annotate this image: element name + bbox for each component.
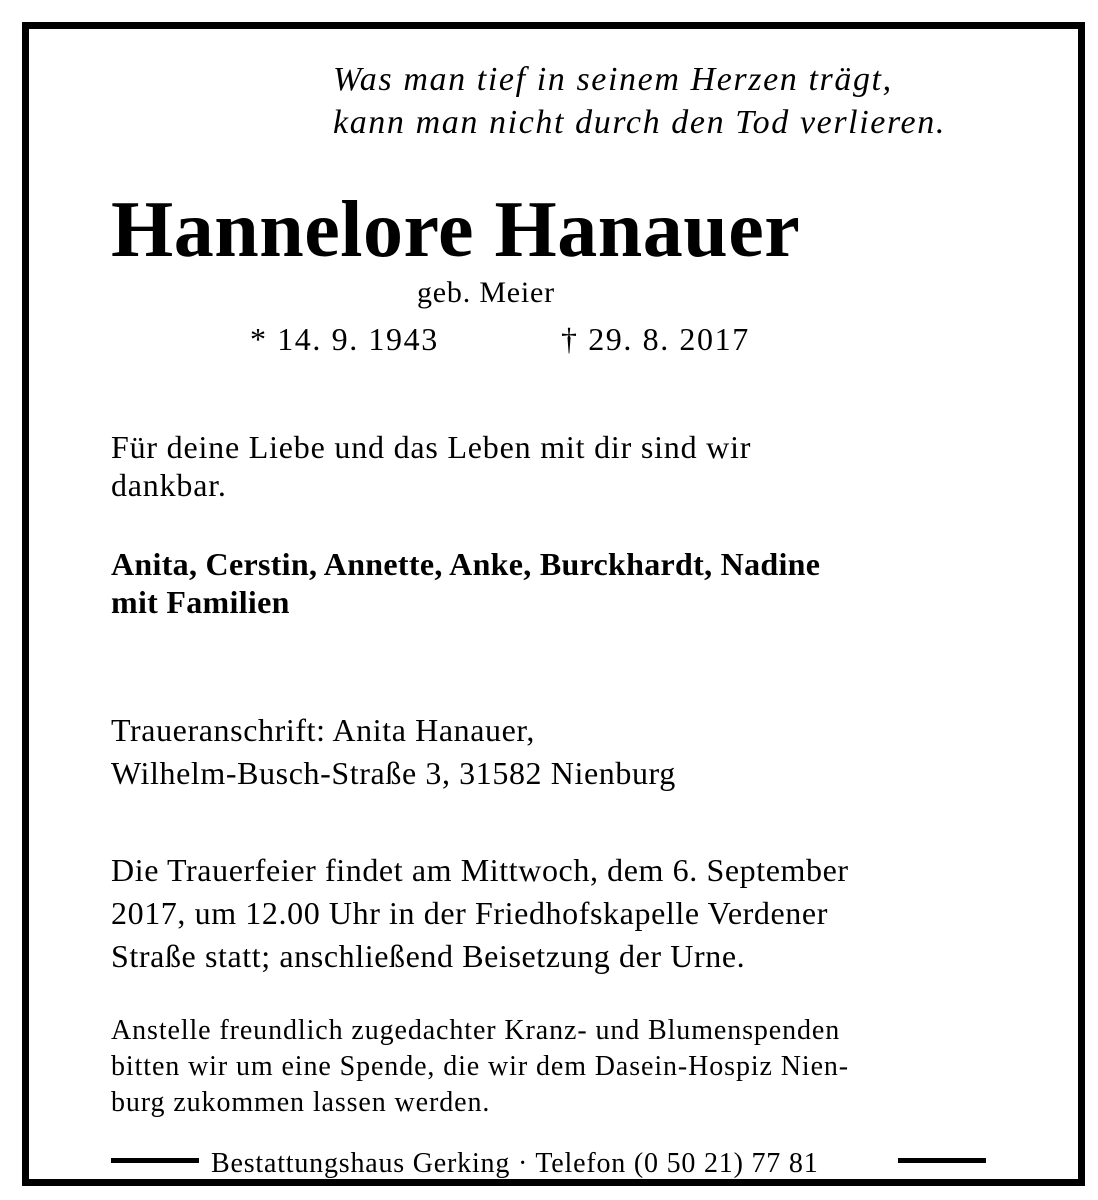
thanks-line-2: dankbar. xyxy=(111,467,227,503)
service-line-3: Straße statt; anschließend Beisetzung der Urne. xyxy=(111,938,746,974)
birth-date: * 14. 9. 1943 xyxy=(250,321,439,357)
donation-line-2: bitten wir um eine Spende, die wir dem Dasein-Hospiz Nien- xyxy=(111,1051,850,1082)
service-line-1: Die Trauerfeier findet am Mittwoch, dem 6. September xyxy=(111,852,849,888)
donation-line-1: Anstelle freundlich zugedachter Kranz- und Blumenspenden xyxy=(111,1015,841,1046)
funeral-service-info xyxy=(111,849,991,978)
motto-quote xyxy=(333,58,1033,144)
death-date: † 29. 8. 2017 xyxy=(561,321,750,357)
family-signature xyxy=(111,545,991,621)
deceased-name: Hannelore Hanauer xyxy=(111,186,801,274)
thanks-text xyxy=(111,428,991,504)
family-line-1: Anita, Cerstin, Annette, Anke, Burckhardt, Nadine xyxy=(111,546,821,582)
birth-name: geb. Meier xyxy=(417,276,555,309)
footer-rule-right xyxy=(898,1158,986,1163)
thanks-line-1: Für deine Liebe und das Leben mit dir sind wir xyxy=(111,429,752,465)
motto-line-2: kann man nicht durch den Tod verlieren. xyxy=(333,104,946,141)
donation-line-3: burg zukommen lassen werden. xyxy=(111,1087,491,1118)
service-line-2: 2017, um 12.00 Uhr in der Friedhofskapelle Verdener xyxy=(111,895,828,931)
footer-rule-left xyxy=(111,1158,199,1163)
motto-line-1: Was man tief in seinem Herzen trägt, xyxy=(333,61,893,98)
address-line-1: Traueranschrift: Anita Hanauer, xyxy=(111,712,536,748)
mourning-address xyxy=(111,709,991,795)
donation-request xyxy=(111,1013,991,1121)
family-line-2: mit Familien xyxy=(111,584,290,620)
address-line-2: Wilhelm-Busch-Straße 3, 31582 Nienburg xyxy=(111,755,676,791)
funeral-home-footer: Bestattungshaus Gerking · Telefon (0 50 21) 77 81 xyxy=(211,1148,819,1179)
